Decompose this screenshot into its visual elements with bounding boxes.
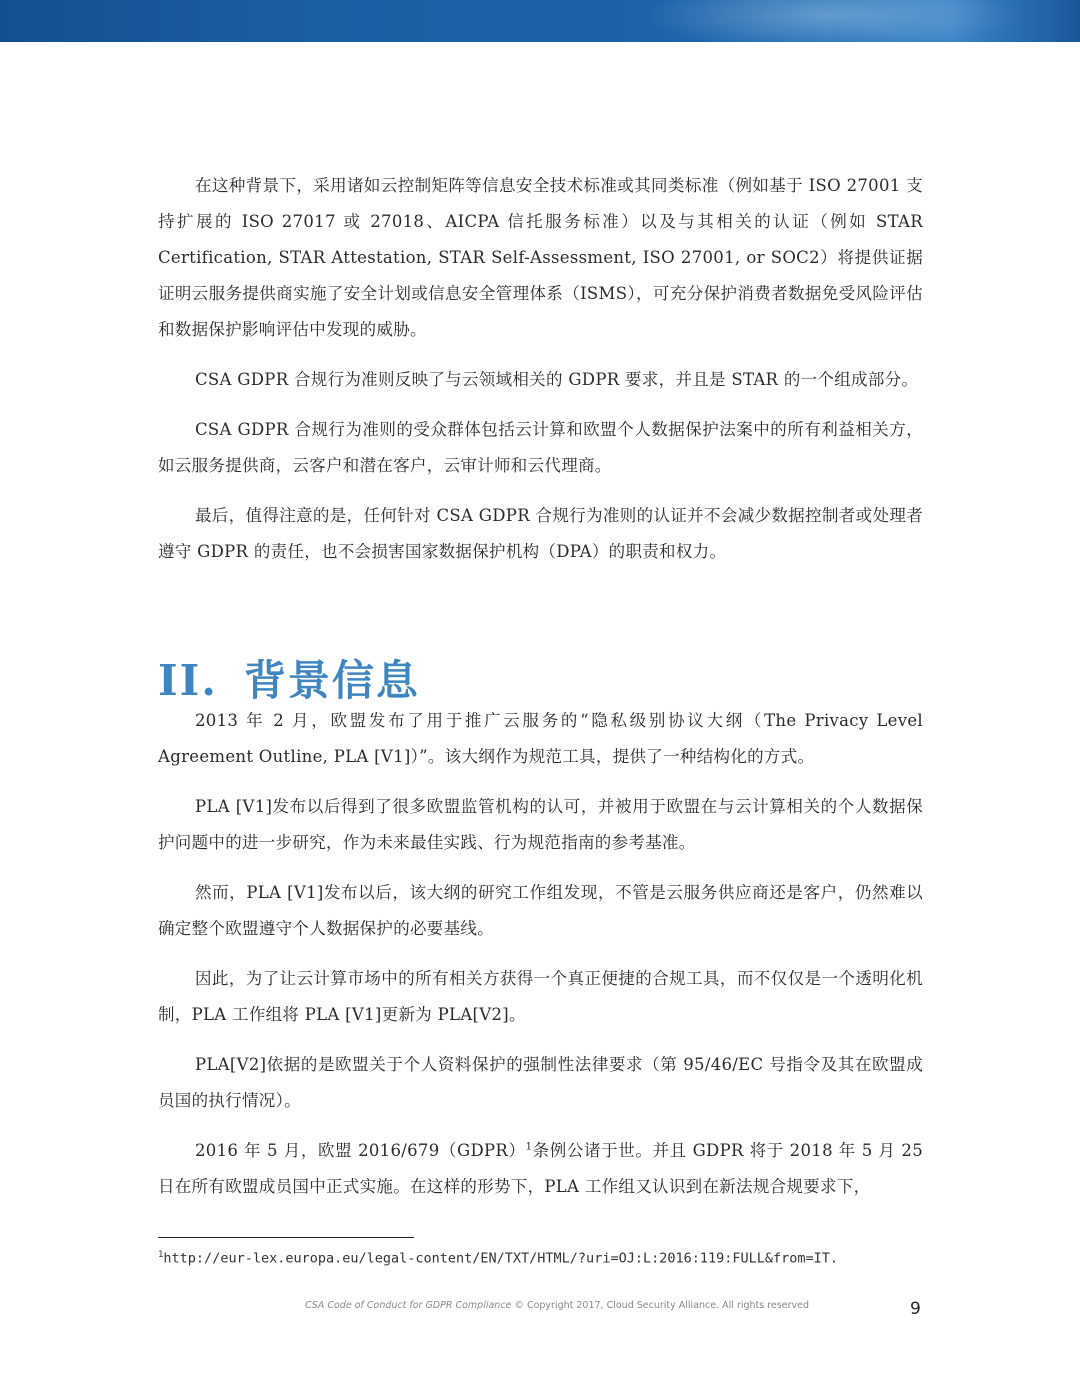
intro-paragraph-4: 最后，值得注意的是，任何针对 CSA GDPR 合规行为准则的认证并不会减少数据控制者或处理者遵守 GDPR 的责任，也不会损害国家数据保护机构（DPA）的职责和权力。 [158, 506, 923, 561]
footnote-divider [158, 1237, 414, 1238]
section-heading [158, 648, 420, 708]
page-number: 9 [910, 1299, 921, 1319]
page-footer [305, 1300, 809, 1311]
background-paragraph-2: PLA [V1]发布以后得到了很多欧盟监管机构的认可，并被用于欧盟在与云计算相关的个人数据保护问题中的进一步研究，作为未来最佳实践、行为规范指南的参考基准。 [158, 797, 923, 852]
footer-copyright: © Copyright 2017, Cloud Security Alliance. All rights reserved [514, 1300, 809, 1311]
background-section [158, 703, 923, 1219]
section-number: II. [158, 656, 218, 705]
gdpr-text-before: 2016 年 5 月，欧盟 2016/679（GDPR） [195, 1141, 526, 1160]
background-paragraph-1: 2013 年 2 月，欧盟发布了用于推广云服务的“隐私级别协议大纲（The Privacy Level Agreement Outline, PLA [V1]）”。该大纲作为规范工具，提供了一种结构化的方式。 [158, 711, 923, 766]
section-title-text: 背景信息 [243, 656, 420, 705]
background-paragraph-6 [158, 1133, 923, 1205]
intro-paragraph-3: CSA GDPR 合规行为准则的受众群体包括云计算和欧盟个人数据保护法案中的所有利益相关方，如云服务提供商，云客户和潜在客户，云审计师和云代理商。 [158, 420, 923, 475]
footnote-reference[interactable]: 1 [525, 1141, 533, 1153]
footnote [158, 1250, 838, 1267]
background-paragraph-5: PLA[V2]依据的是欧盟关于个人资料保护的强制性法律要求（第 95/46/EC 号指令及其在欧盟成员国的执行情况）。 [158, 1055, 923, 1110]
background-paragraph-3: 然而，PLA [V1]发布以后，该大纲的研究工作组发现，不管是云服务供应商还是客户，仍然难以确定整个欧盟遵守个人数据保护的必要基线。 [158, 883, 923, 938]
banner-wave-decoration [640, 0, 1020, 42]
gdpr-text-after: 条例公诸于世。并且 GDPR 将于 2018 年 5 月 25 日在所有欧盟成员国中正式实施。在这样的形势下，PLA 工作组又认识到在新法规合规要求下， [158, 1141, 923, 1196]
background-paragraph-4: 因此，为了让云计算市场中的所有相关方获得一个真正便捷的合规工具，而不仅仅是一个透明化机制，PLA 工作组将 PLA [V1]更新为 PLA[V2]。 [158, 969, 923, 1024]
footnote-url[interactable]: http://eur-lex.europa.eu/legal-content/EN/TXT/HTML/?uri=OJ:L:2016:119:FULL&from=IT. [163, 1250, 839, 1267]
footnote-marker: 1 [158, 1250, 164, 1260]
header-banner [0, 0, 1080, 42]
footer-document-title: CSA Code of Conduct for GDPR Compliance [305, 1300, 512, 1311]
intro-paragraph-2: CSA GDPR 合规行为准则反映了与云领域相关的 GDPR 要求，并且是 STAR 的一个组成部分。 [195, 370, 919, 389]
intro-paragraph-1: 在这种背景下，采用诸如云控制矩阵等信息安全技术标准或其同类标准（例如基于 ISO 27001 支持扩展的 ISO 27017 或 27018、AICPA 信托服务标准）以及与其相关的认证（例如 STAR Certification, STAR Attestation, STAR Self-Assessment, ISO 27001, or SOC2）将提供证据证明云服务提供商实施了安全计划或信息安全管理体系（ISMS），可充分保护消费者数据免受风险评估和数据保护影响评估中发现的威胁。 [158, 176, 923, 339]
intro-section [158, 168, 923, 584]
